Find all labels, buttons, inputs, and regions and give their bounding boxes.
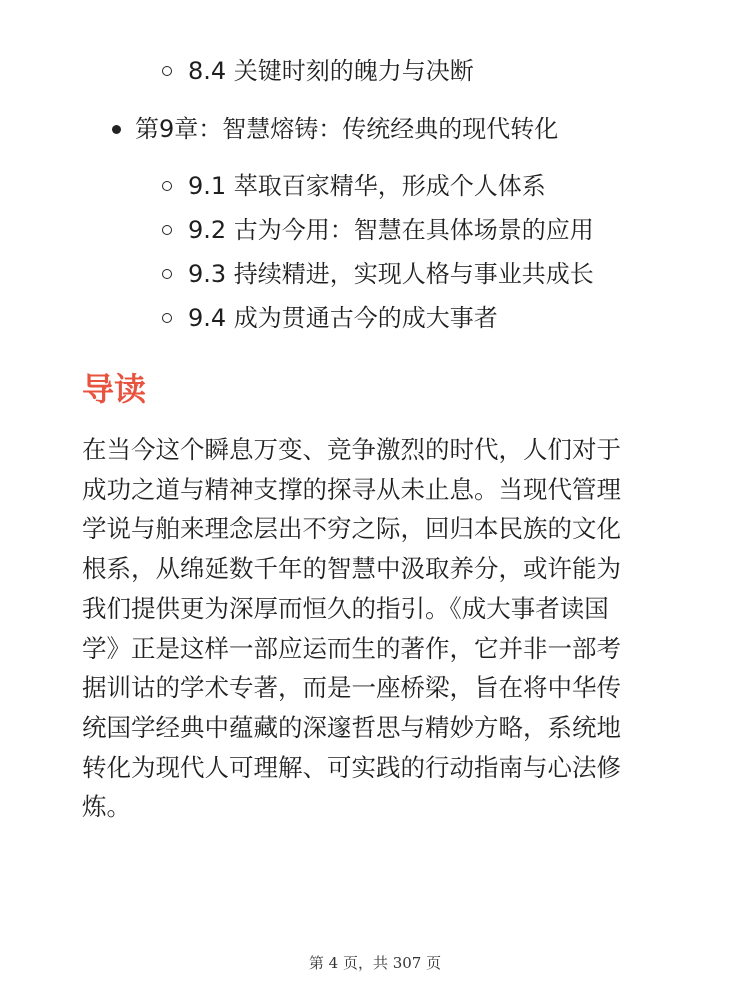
paragraph-line: 我们提供更为深厚而恒久的指引。《成大事者读国: [82, 593, 609, 623]
page-number-footer: 第 4 页，共 307 页: [308, 954, 442, 972]
paragraph-line: 学说与舶来理念层出不穷之际，回归本民族的文化: [82, 514, 621, 544]
filled-bullet-icon: [112, 125, 121, 134]
toc-subitem-label: 9.2 古为今用：智慧在具体场景的应用: [188, 216, 594, 244]
intro-paragraph: [82, 430, 682, 827]
toc-subitem-label: 9.4 成为贯通古今的成大事者: [188, 304, 498, 332]
toc-subitem-label: 9.3 持续精进，实现人格与事业共成长: [188, 260, 594, 288]
toc-subitem-9-3[interactable]: [162, 254, 594, 294]
toc-subitem-9-4[interactable]: [162, 298, 498, 338]
paragraph-line: 根系，从绵延数千年的智慧中汲取养分，或许能为: [82, 554, 621, 584]
hollow-bullet-icon: [162, 225, 172, 235]
toc-subitem-9-1[interactable]: [162, 166, 546, 206]
paragraph-line: 转化为现代人可理解、可实践的行动指南与心法修: [82, 752, 621, 782]
hollow-bullet-icon: [162, 269, 172, 279]
paragraph-line: 炼。: [82, 792, 131, 822]
toc-subitem-9-2[interactable]: [162, 210, 594, 250]
toc-chapter-label: 第9章：智慧熔铸：传统经典的现代转化: [135, 115, 559, 143]
paragraph-line: 学》正是这样一部应运而生的著作，它并非一部考: [82, 633, 621, 663]
paragraph-line: 据训诂的学术专著，而是一座桥梁，旨在将中华传: [82, 673, 621, 703]
toc-subitem-label: 9.1 萃取百家精华，形成个人体系: [188, 172, 546, 200]
paragraph-line: 在当今这个瞬息万变、竞争激烈的时代，人们对于: [82, 435, 621, 464]
toc-chapter-9[interactable]: [112, 109, 558, 149]
paragraph-line: 成功之道与精神支撑的探寻从未止息。当现代管理: [82, 474, 621, 504]
hollow-bullet-icon: [162, 181, 172, 191]
toc-subitem-label: 8.4 关键时刻的魄力与决断: [188, 57, 474, 85]
section-title: 导读: [82, 370, 147, 408]
hollow-bullet-icon: [162, 66, 172, 76]
paragraph-line: 统国学经典中蕴藏的深邃哲思与精妙方略，系统地: [82, 712, 621, 742]
toc-subitem-8-4[interactable]: [162, 51, 474, 91]
hollow-bullet-icon: [162, 313, 172, 323]
